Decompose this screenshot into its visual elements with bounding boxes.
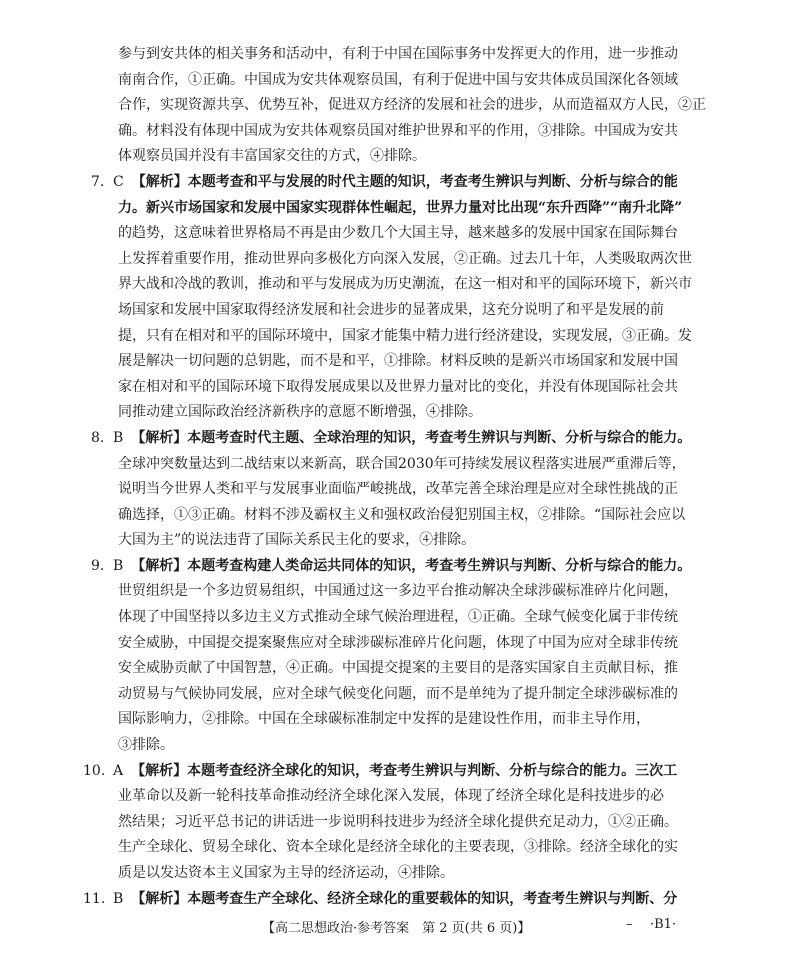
q7-heading xyxy=(91,170,714,196)
q7-line: 力。新兴市场国家和发展中国家实现群体性崛起，世界力量对比出现“东升西降”“南升北降” xyxy=(118,199,683,216)
q9-line: 体现了中国坚持以多边主义方式推动全球气候治理进程，①正确。全球气候变化属于非传统 xyxy=(118,609,678,626)
q7-line: 家在相对和平的国际环境下取得发展成果以及世界力量对比的变化，并没有体现国际社会共 xyxy=(118,378,678,395)
q7-line: 提，只有在相对和平的国际环境中，国家才能集中精力进行经济建设，实现发展，③正确。发 xyxy=(118,327,692,344)
q7-line: 场国家和发展中国家取得经济发展和社会进步的显著成果，这充分说明了和平是发展的前 xyxy=(118,301,664,318)
q11-number: 11. xyxy=(83,890,106,907)
q11-heading-text: 【解析】本题考查生产全球化、经济全球化的重要载体的知识，考查考生辨识与判断、分 xyxy=(131,890,678,907)
q8-answer: B xyxy=(113,429,124,446)
q7-heading-text: 【解析】本题考查和平与发展的时代主题的知识，考查考生辨识与判断、分析与综合的能 xyxy=(131,173,678,190)
q9-line: ③排除。 xyxy=(118,737,174,754)
q8-line: 说明当今世界人类和平与发展事业面临严峻挑战，改革完善全球治理是应对全球性挑战的正 xyxy=(118,481,678,498)
q9-heading-text: 【解析】本题考查构建人类命运共同体的知识，考查考生辨识与判断、分析与综合的能力。 xyxy=(131,557,692,574)
q7-line: 上发挥着重要作用，推动世界向多极化方向深入发展，②正确。过去几十年，人类吸取两次世 xyxy=(118,250,692,267)
q6-line: 合作，实现资源共享、优势互补，促进双方经济的发展和社会的进步，从而造福双方人民，②正 xyxy=(118,97,706,114)
q6-line: 体观察员国并没有丰富国家交往的方式，④排除。 xyxy=(118,148,426,165)
q8-line: 大国为主”的说法违背了国际关系民主化的要求，④排除。 xyxy=(118,532,476,549)
q9-line: 世贸组织是一个多边贸易组织，中国通过这一多边平台推动解决全球涉碳标准碎片化问题， xyxy=(118,583,678,600)
q6-line: 南南合作，①正确。中国成为安共体观察员国，有利于促进中国与安共体成员国深化各领域 xyxy=(118,71,678,88)
footer-code: ·B1· xyxy=(650,917,677,932)
q7-line: 同推动建立国际政治经济新秩序的意愿不断增强，④排除。 xyxy=(118,404,482,421)
q9-line: 安全威胁贡献了中国智慧，④正确。中国提交提案的主要目的是落实国家自主贡献目标，推 xyxy=(118,660,678,677)
q7-line: 的趋势，这意味着世界格局不再是由少数几个大国主导，越来越多的发展中国家在国际舞台 xyxy=(118,225,678,242)
answer-text-block xyxy=(83,42,714,912)
q10-line: 业革命以及新一轮科技革命推动经济全球化深入发展，体现了经济全球化是科技进步的必 xyxy=(118,788,664,805)
q9-heading xyxy=(91,554,714,580)
q7-number: 7. xyxy=(91,173,105,190)
q10-heading xyxy=(83,759,714,785)
q9-line: 动贸易与气候协同发展，应对全球气候变化问题，而不是单纯为了提升制定全球涉碳标准的 xyxy=(118,685,678,702)
q7-answer: C xyxy=(113,173,124,190)
page-footer xyxy=(0,917,800,939)
q7-line: 展是解决一切问题的总钥匙，而不是和平，①排除。材料反映的是新兴市场国家和发展中国 xyxy=(118,353,678,370)
q9-number: 9. xyxy=(91,557,105,574)
q10-number: 10. xyxy=(83,762,106,779)
q6-line: 确。材料没有体现中国成为安共体观察员国对维护世界和平的作用，③排除。中国成为安共 xyxy=(118,122,678,139)
q7-line: 界大战和冷战的教训，推动和平与发展成为历史潮流，在这一相对和平的国际环境下，新兴市 xyxy=(118,276,692,293)
q11-heading xyxy=(83,887,714,913)
q9-line: 安全威胁，中国提交提案聚焦应对全球涉碳标准碎片化问题，体现了中国为应对全球非传统 xyxy=(118,634,678,651)
q9-answer: B xyxy=(113,557,124,574)
q8-number: 8. xyxy=(91,429,105,446)
q10-line: 质是以发达资本主义国家为主导的经济运动，④排除。 xyxy=(118,865,454,881)
q8-line: 全球冲突数量达到二战结束以来新高，联合国2030年可持续发展议程落实进展严重滞后等， xyxy=(118,455,686,472)
q11-answer: B xyxy=(113,890,124,907)
q10-answer: A xyxy=(113,762,124,779)
q8-line: 确选择，①③正确。材料不涉及霸权主义和强权政治侵犯别国主权，②排除。“国际社会应以 xyxy=(118,506,686,523)
q8-heading-text: 【解析】本题考查时代主题、全球治理的知识，考查考生辨识与判断、分析与综合的能力。 xyxy=(131,429,692,446)
q10-line: 生产全球化、贸易全球化、资本全球化是经济全球化的主要表现，③排除。经济全球化的实 xyxy=(118,839,678,856)
footer-label: 【高二思想政治·参考答案 第 2 页(共 6 页)】 xyxy=(262,921,531,936)
q6-line: 参与到安共体的相关事务和活动中，有利于中国在国际事务中发挥更大的作用，进一步推动 xyxy=(118,46,678,62)
q10-heading-text: 【解析】本题考查经济全球化的知识，考查考生辨识与判断、分析与综合的能力。三次工 xyxy=(131,762,678,779)
q10-line: 然结果；习近平总书记的讲话进一步说明科技进步为经济全球化提供充足动力，①②正确。 xyxy=(118,813,678,830)
footer-mark: – xyxy=(626,917,633,932)
q8-heading xyxy=(91,426,714,452)
q9-line: 国际影响力，②排除。中国在全球碳标准制定中发挥的是建设性作用，而非主导作用， xyxy=(118,711,650,728)
